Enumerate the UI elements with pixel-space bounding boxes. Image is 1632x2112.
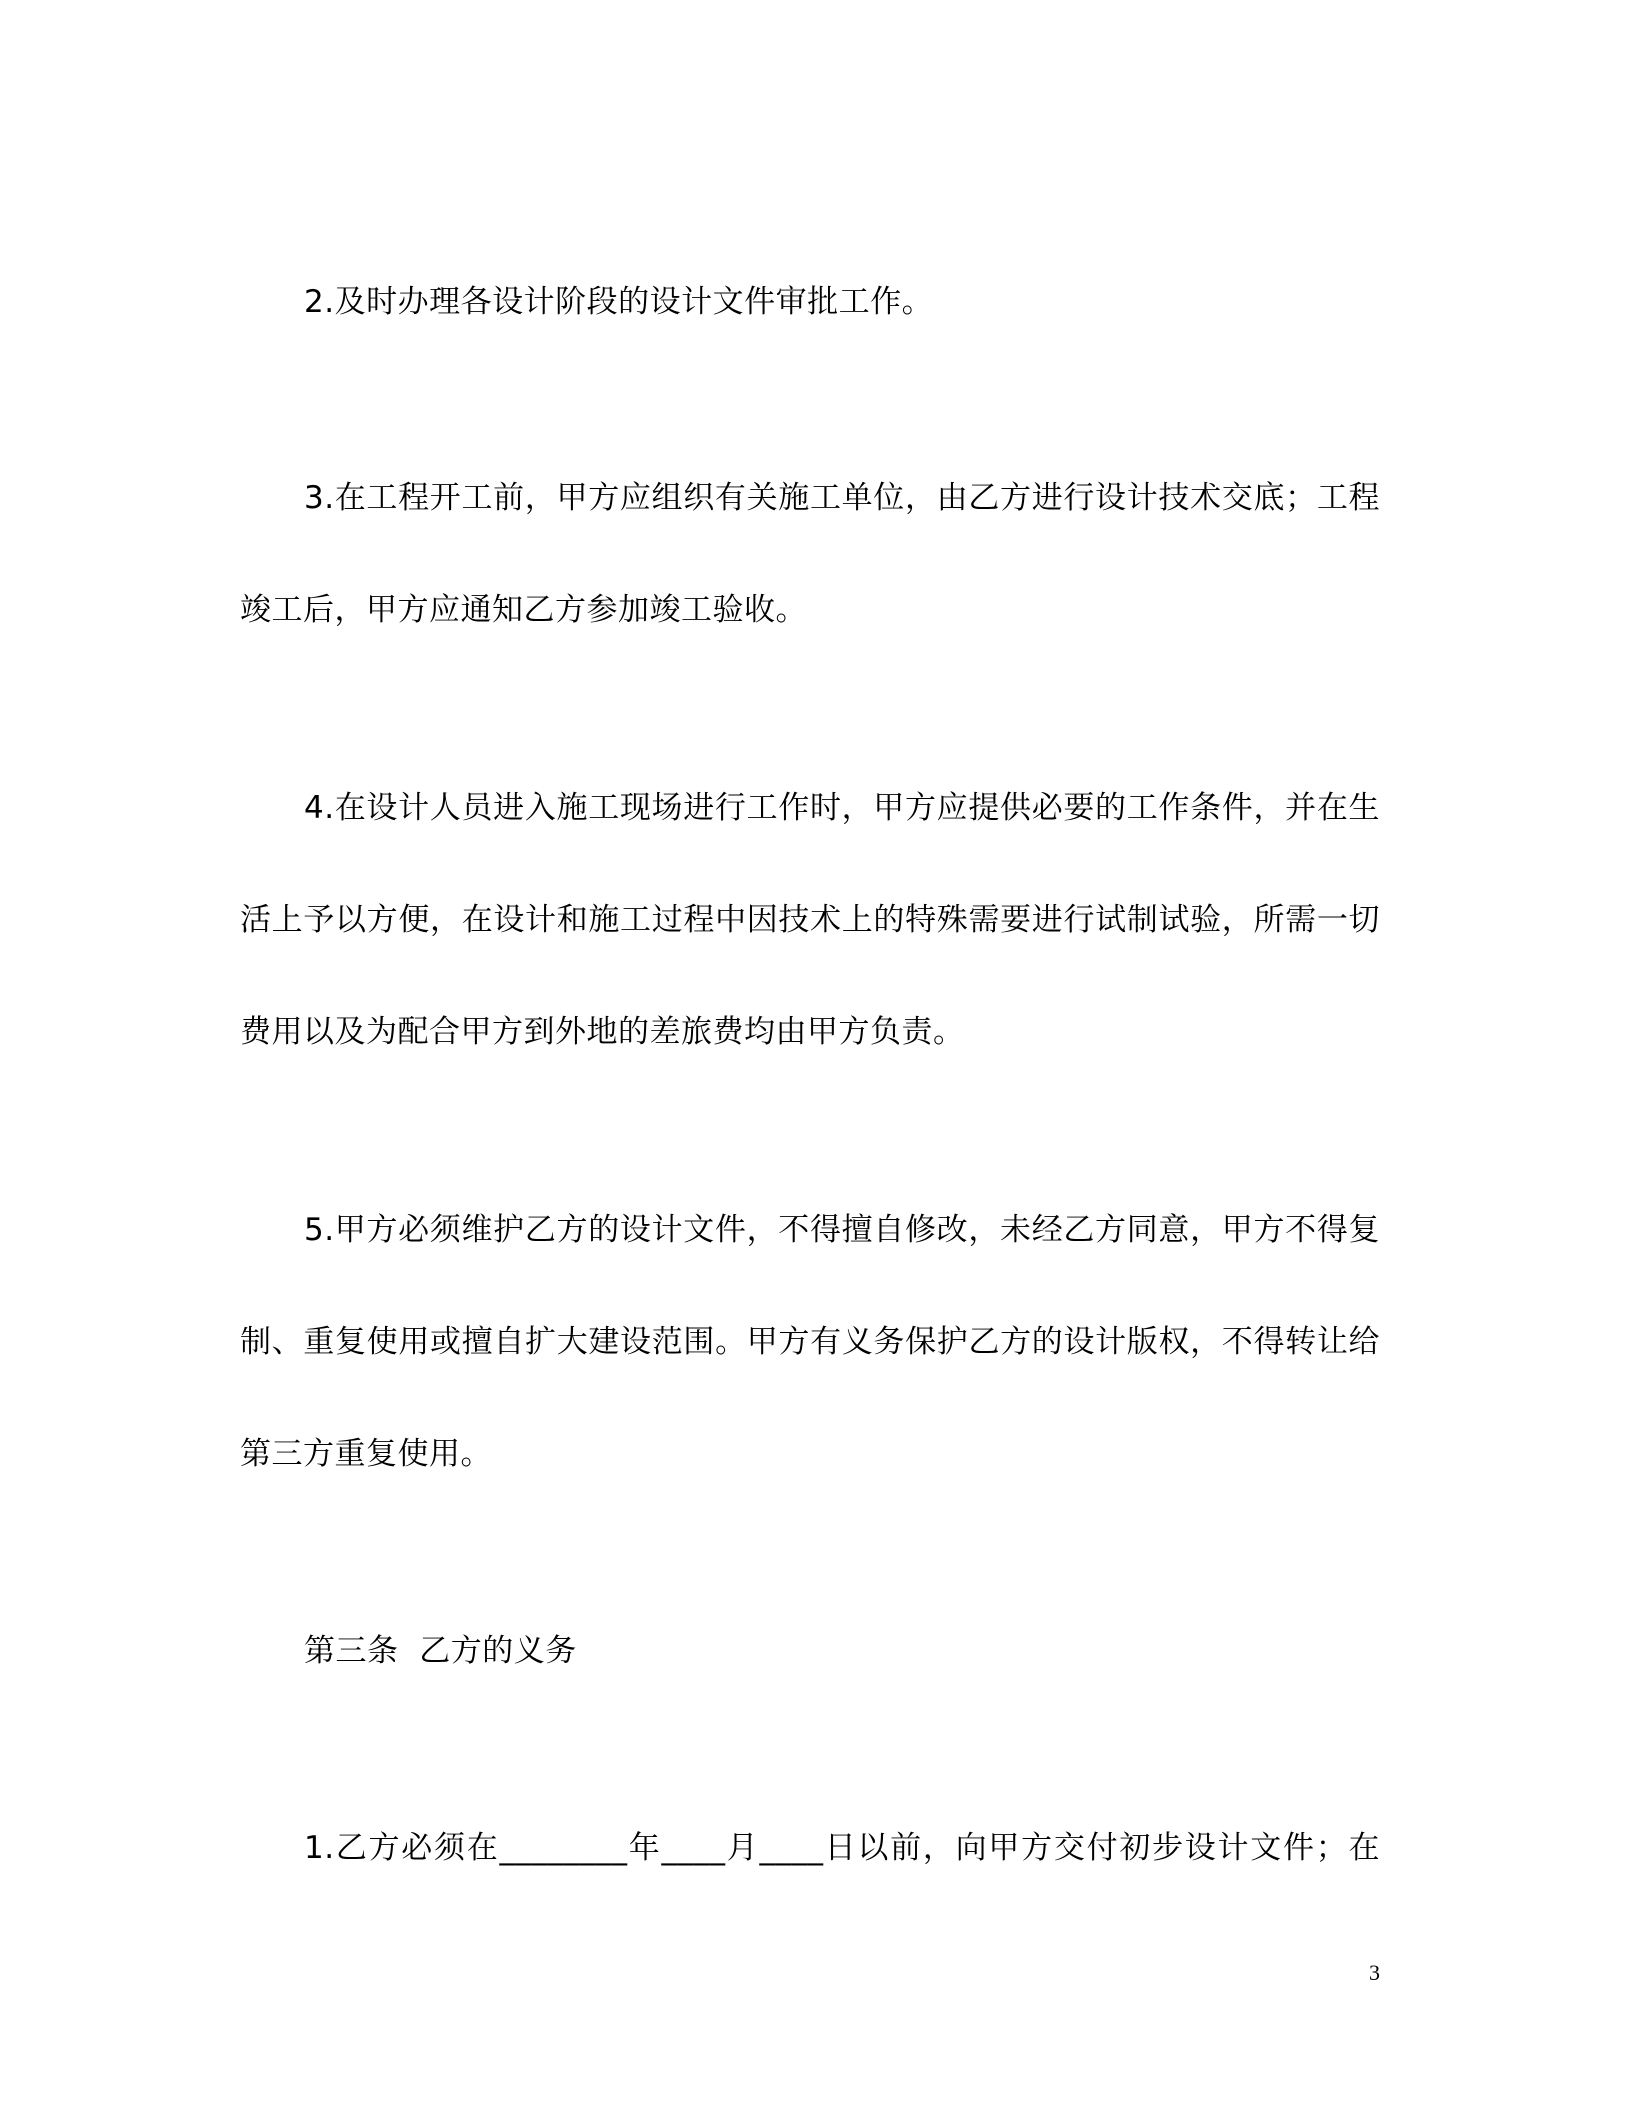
clause-5-line-1: 5.甲方必须维护乙方的设计文件，不得擅自修改，未经乙方同意，甲方不得复 bbox=[304, 1212, 1380, 1248]
clause-4-line-2: 活上予以方便，在设计和施工过程中因技术上的特殊需要进行试制试验，所需一切 bbox=[240, 902, 1380, 938]
clause-2-text: 2.及时办理各设计阶段的设计文件审批工作。 bbox=[304, 284, 934, 320]
article-3-heading: 第三条 乙方的义务 bbox=[304, 1633, 577, 1669]
clause-5-line-3: 第三方重复使用。 bbox=[240, 1436, 492, 1472]
clause-5-line-2: 制、重复使用或擅自扩大建设范围。甲方有义务保护乙方的设计版权，不得转让给 bbox=[240, 1324, 1380, 1360]
clause-3-line-1: 3.在工程开工前，甲方应组织有关施工单位，由乙方进行设计技术交底；工程 bbox=[304, 480, 1380, 516]
article-3-clause-1-line-1: 1.乙方必须在________年____月____日以前，向甲方交付初步设计文件；在 bbox=[304, 1830, 1380, 1866]
page-number: 3 bbox=[1369, 1960, 1380, 1985]
clause-4-line-1: 4.在设计人员进入施工现场进行工作时，甲方应提供必要的工作条件，并在生 bbox=[304, 790, 1380, 826]
clause-4-line-3: 费用以及为配合甲方到外地的差旅费均由甲方负责。 bbox=[240, 1014, 965, 1050]
clause-3-line-2: 竣工后，甲方应通知乙方参加竣工验收。 bbox=[240, 592, 807, 628]
